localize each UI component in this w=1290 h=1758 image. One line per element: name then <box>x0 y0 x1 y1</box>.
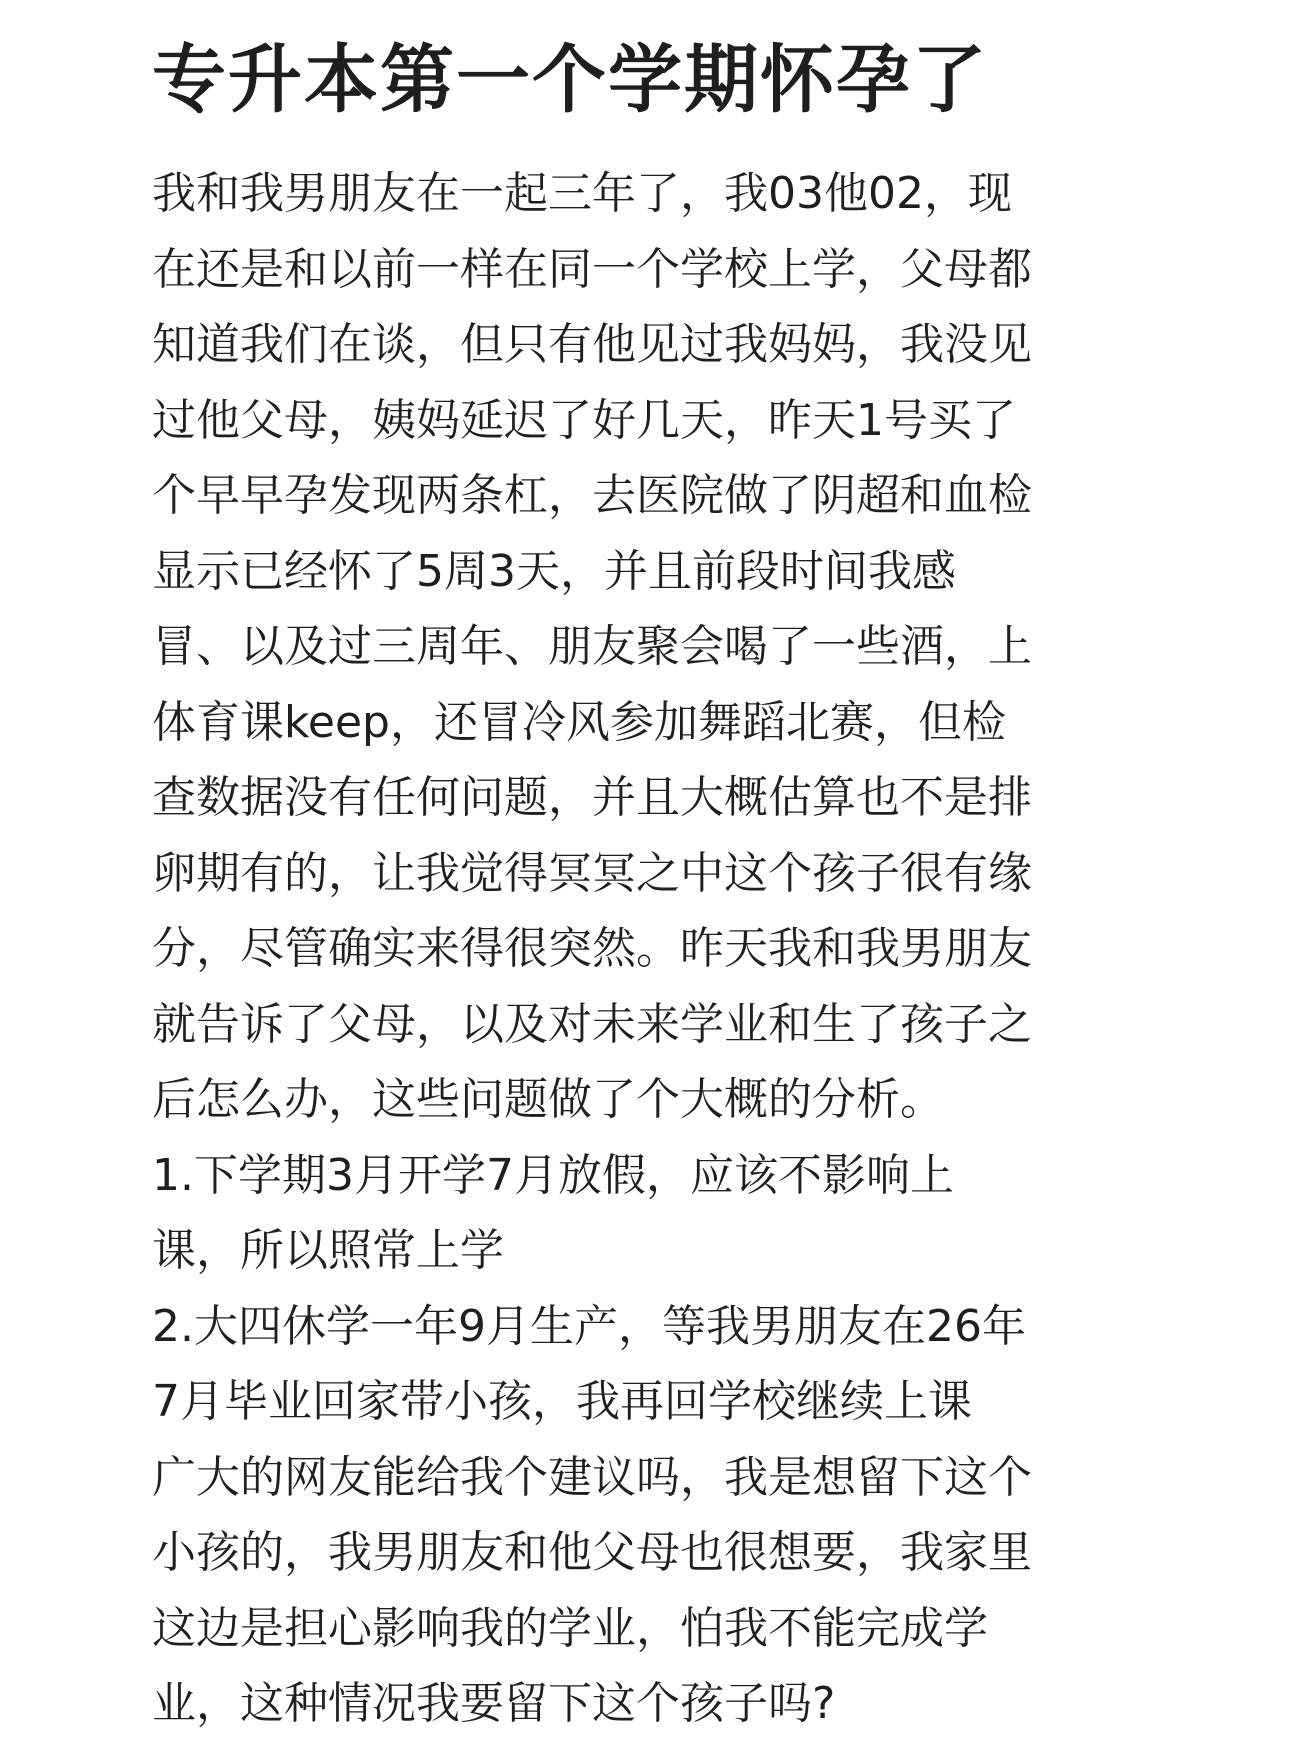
body-line: 个早早孕发现两条杠，去医院做了阴超和血检 <box>152 470 1032 521</box>
body-line: 后怎么办，这些问题做了个大概的分析。 <box>152 1074 944 1125</box>
body-line: 在还是和以前一样在同一个学校上学，父母都 <box>152 243 1032 295</box>
post-body <box>152 156 1142 1742</box>
body-line: 分，尽管确实来得很突然。昨天我和我男朋友 <box>152 923 1032 974</box>
body-line: 显示已经怀了5周3天，并且前段时间我感 <box>152 545 956 597</box>
post-title: 专升本第一个学期怀孕了 <box>152 37 988 123</box>
body-line: 小孩的，我男朋友和他父母也很想要，我家里 <box>152 1527 1032 1578</box>
list-item-1-continued: 课，所以照常上学 <box>152 1225 504 1276</box>
post-content <box>152 32 1142 1742</box>
body-line: 体育课keep，还冒冷风参加舞蹈北赛，但检 <box>152 696 1006 748</box>
body-line: 查数据没有任何问题，并且大概估算也不是排 <box>152 772 1032 823</box>
list-item-2-continued: 7月毕业回家带小孩，我再回学校继续上课 <box>152 1376 972 1427</box>
body-line: 冒、以及过三周年、朋友聚会喝了一些酒，上 <box>152 621 1032 672</box>
body-line: 广大的网友能给我个建议吗，我是想留下这个 <box>152 1451 1032 1503</box>
body-line: 业，这种情况我要留下这个孩子吗? <box>152 1678 836 1729</box>
list-item-2: 2.大四休学一年9月生产，等我男朋友在26年 <box>152 1300 1026 1352</box>
list-item-1: 1.下学期3月开学7月放假，应该不影响上 <box>152 1149 954 1201</box>
body-line: 就告诉了父母，以及对未来学业和生了孩子之 <box>152 998 1032 1050</box>
body-line: 这边是担心影响我的学业，怕我不能完成学 <box>152 1602 988 1654</box>
body-line: 过他父母，姨妈延迟了好几天，昨天1号买了 <box>152 394 1016 446</box>
body-line: 知道我们在谈，但只有他见过我妈妈，我没见 <box>152 319 1032 370</box>
body-line: 卵期有的，让我觉得冥冥之中这个孩子很有缘 <box>152 847 1032 899</box>
body-line: 我和我男朋友在一起三年了，我03他02，现 <box>152 168 1012 219</box>
